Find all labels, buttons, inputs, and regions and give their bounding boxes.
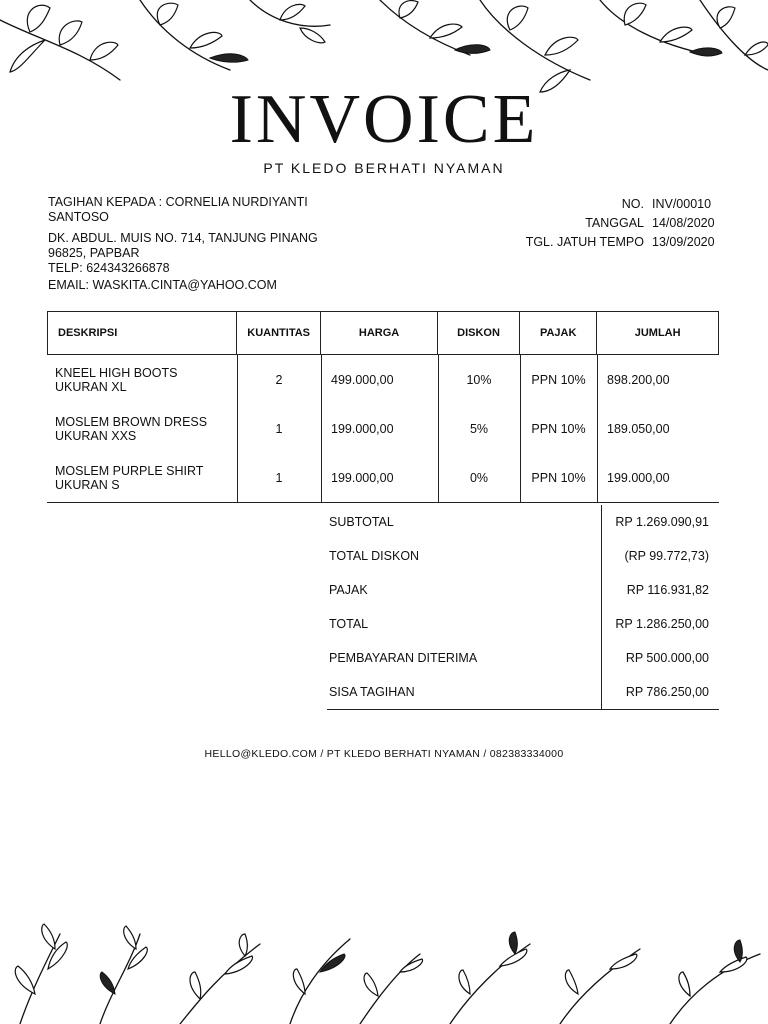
invoice-title: INVOICE — [229, 81, 539, 158]
item-tax: PPN 10% — [531, 470, 586, 485]
total-discount-label: TOTAL DISKON — [329, 549, 420, 563]
item-amount: 199.000,00 — [607, 470, 670, 485]
payment-received-label: PEMBAYARAN DITERIMA — [329, 651, 478, 665]
company-name: PT KLEDO BERHATI NYAMAN — [263, 160, 505, 176]
item-tax: PPN 10% — [531, 372, 586, 387]
item-price: 199.000,00 — [331, 421, 394, 436]
item-quantity: 1 — [275, 470, 283, 485]
bill-to-email: EMAIL: WASKITA.CINTA@YAHOO.COM — [48, 278, 277, 292]
col-header-description: DESKRIPSI — [58, 327, 118, 339]
subtotal-label: SUBTOTAL — [329, 515, 394, 529]
bill-to-label: TAGIHAN KEPADA : CORNELIA NURDIYANTI — [48, 195, 308, 209]
col-header-quantity: KUANTITAS — [236, 312, 320, 354]
item-description: MOSLEM PURPLE SHIRT UKURAN S — [55, 463, 204, 492]
footer-contact: HELLO@KLEDO.COM / PT KLEDO BERHATI NYAMAN / 082383334000 — [204, 748, 564, 760]
col-header-tax: PAJAK — [519, 312, 596, 354]
items-table-header — [47, 311, 719, 355]
bill-to-phone: TELP: 624343266878 — [48, 261, 170, 275]
subtotal-value: RP 1.269.090,91 — [615, 515, 709, 529]
col-header-amount: JUMLAH — [596, 312, 718, 354]
item-tax: PPN 10% — [531, 421, 586, 436]
total-label: TOTAL — [329, 617, 369, 631]
item-quantity: 1 — [275, 421, 283, 436]
item-discount: 10% — [466, 372, 492, 387]
invoice-number-label: NO. — [621, 197, 644, 211]
total-discount-value: (RP 99.772,73) — [624, 549, 709, 563]
tax-value: RP 116.931,82 — [626, 583, 709, 597]
item-description: KNEEL HIGH BOOTS UKURAN XL — [55, 365, 178, 394]
totals-row-tax — [327, 573, 719, 607]
totals-block — [327, 505, 719, 710]
table-row — [47, 355, 719, 404]
item-price: 199.000,00 — [331, 470, 394, 485]
item-quantity: 2 — [275, 372, 283, 387]
item-discount: 5% — [469, 421, 489, 436]
due-date: 13/09/2020 — [652, 235, 715, 249]
invoice-meta — [526, 195, 720, 252]
invoice-date-label: TANGGAL — [585, 216, 644, 230]
col-header-discount: DISKON — [437, 312, 519, 354]
item-amount: 898.200,00 — [607, 372, 670, 387]
payment-received-value: RP 500.000,00 — [625, 651, 709, 665]
invoice-date: 14/08/2020 — [652, 216, 715, 230]
item-price: 499.000,00 — [331, 372, 394, 387]
totals-row-paid — [327, 641, 719, 675]
items-table — [47, 311, 719, 503]
table-row — [47, 404, 719, 453]
totals-row-balance — [327, 675, 719, 710]
item-amount: 189.050,00 — [607, 421, 670, 436]
due-date-label: TGL. JATUH TEMPO — [525, 235, 644, 249]
item-discount: 0% — [469, 470, 489, 485]
bill-to-address-1: DK. ABDUL. MUIS NO. 714, TANJUNG PINANG — [48, 231, 318, 245]
balance-due-label: SISA TAGIHAN — [329, 685, 415, 699]
totals-row-total — [327, 607, 719, 641]
col-header-price: HARGA — [320, 312, 437, 354]
balance-due-value: RP 786.250,00 — [625, 685, 709, 699]
total-value: RP 1.286.250,00 — [615, 617, 709, 631]
invoice-number: INV/00010 — [652, 197, 712, 211]
bill-to-address-2: 96825, PAPBAR — [48, 246, 140, 260]
bill-to-block — [48, 195, 348, 293]
totals-row-subtotal — [327, 505, 719, 539]
items-table-body — [47, 355, 719, 503]
tax-label: PAJAK — [329, 583, 368, 597]
totals-row-discount — [327, 539, 719, 573]
table-row — [47, 453, 719, 502]
item-description: MOSLEM BROWN DRESS UKURAN XXS — [55, 414, 208, 443]
bill-to-name-cont: SANTOSO — [48, 210, 109, 224]
bottom-botanical-border — [0, 914, 768, 1024]
